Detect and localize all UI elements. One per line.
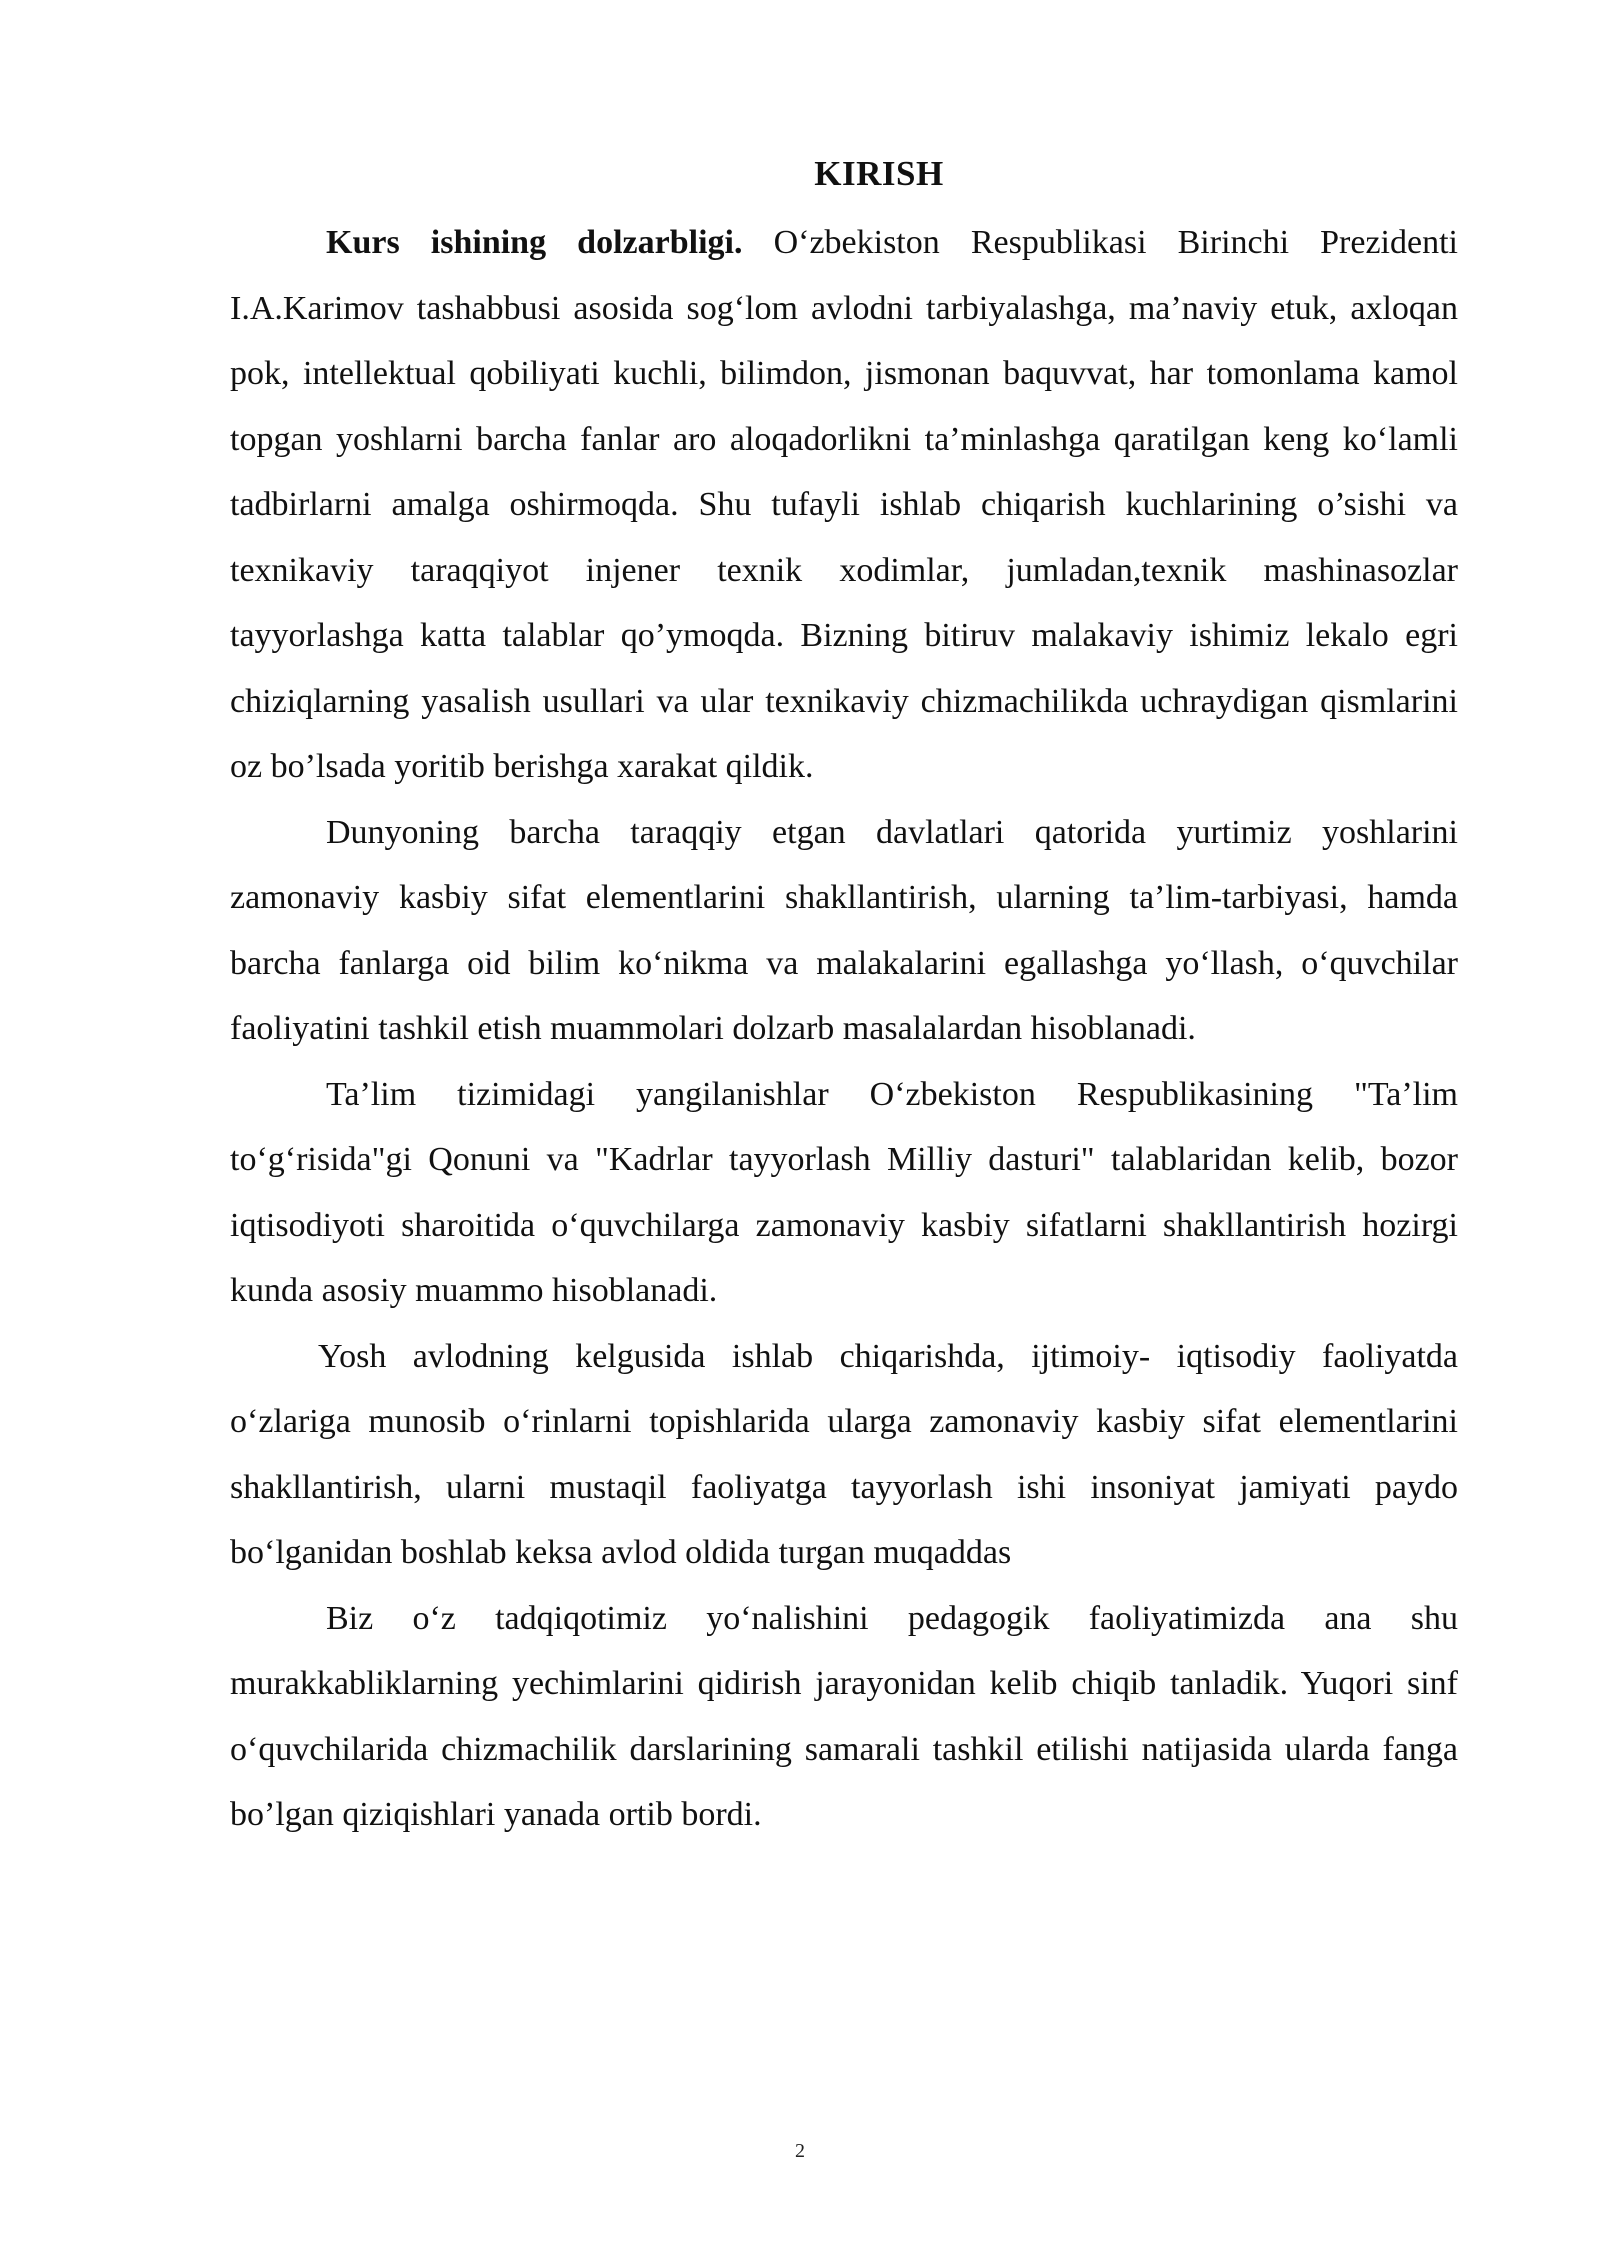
page-content [230,148,1458,1848]
paragraph-1 [230,210,1458,800]
paragraph-text: O‘zbekiston Respublikasi Birinchi Prezidenti I.A.Karimov tashabbusi asosida sog‘lom avlodni tarbiyalashga, ma’naviy etuk, axloqan pok, intellektual qobiliyati kuchli, bilimdon, jismonan baquvvat, har tomonlama kamol topgan yoshlarni barcha fanlar aro aloqadorlikni ta’minlashga qaratilgan keng ko‘lamli tadbirlarni amalga oshirmoqda. Shu tufayli ishlab chiqarish kuchlarining o’sishi va texnikaviy taraqqiyot injener texnik xodimlar, jumladan,texnik mashinasozlar tayyorlashga katta talablar qo’ymoqda. Bizning bitiruv malakaviy ishimiz lekalo egri chiziqlarning yasalish usullari va ular texnikaviy chizmachilikda uchraydigan qismlarini oz bo’lsada yoritib berishga xarakat qildik. [230,224,1458,785]
section-heading: KIRISH [814,154,944,193]
paragraph-lead: Kurs ishining dolzarbligi. [326,224,743,261]
page-number: 2 [795,2140,805,2162]
paragraph-2: Dunyoning barcha taraqqiy etgan davlatlari qatorida yurtimiz yoshlarini zamonaviy kasbiy sifat elementlarini shakllantirish, ularning ta’lim-tarbiyasi, hamda barcha fanlarga oid bilim ko‘nikma va malakalarini egallashga yo‘llash, o‘quvchilar faoliyatini tashkil etish muammolari dolzarb masalalardan hisoblanadi. [230,813,1458,1047]
paragraph-4: Yosh avlodning kelgusida ishlab chiqarishda, ijtimoiy- iqtisodiy faoliyatda o‘zlariga munosib o‘rinlarni topishlarida ularga zamonaviy kasbiy sifat elementlarini shakllantirish, ularni mustaqil faoliyatga tayyorlash ishi insoniyat jamiyati paydo bo‘lganidan boshlab keksa avlod oldida turgan muqaddas [230,1337,1458,1571]
paragraph-3: Ta’lim tizimidagi yangilanishlar O‘zbekiston Respublikasining "Ta’lim to‘g‘risida"gi Qonuni va "Kadrlar tayyorlash Milliy dasturi" talablaridan kelib, bozor iqtisodiyoti sharoitida o‘quvchilarga zamonaviy kasbiy sifatlarni shakllantirish hozirgi kunda asosiy muammo hisoblanadi. [230,1075,1458,1309]
paragraph-5: Biz o‘z tadqiqotimiz yo‘nalishini pedagogik faoliyatimizda ana shu murakkabliklarning yechimlarini qidirish jarayonidan kelib chiqib tanladik. Yuqori sinf o‘quvchilarida chizmachilik darslarining samarali tashkil etilishi natijasida ularda fanga bo’lgan qiziqishlari yanada ortib bordi. [230,1599,1458,1833]
